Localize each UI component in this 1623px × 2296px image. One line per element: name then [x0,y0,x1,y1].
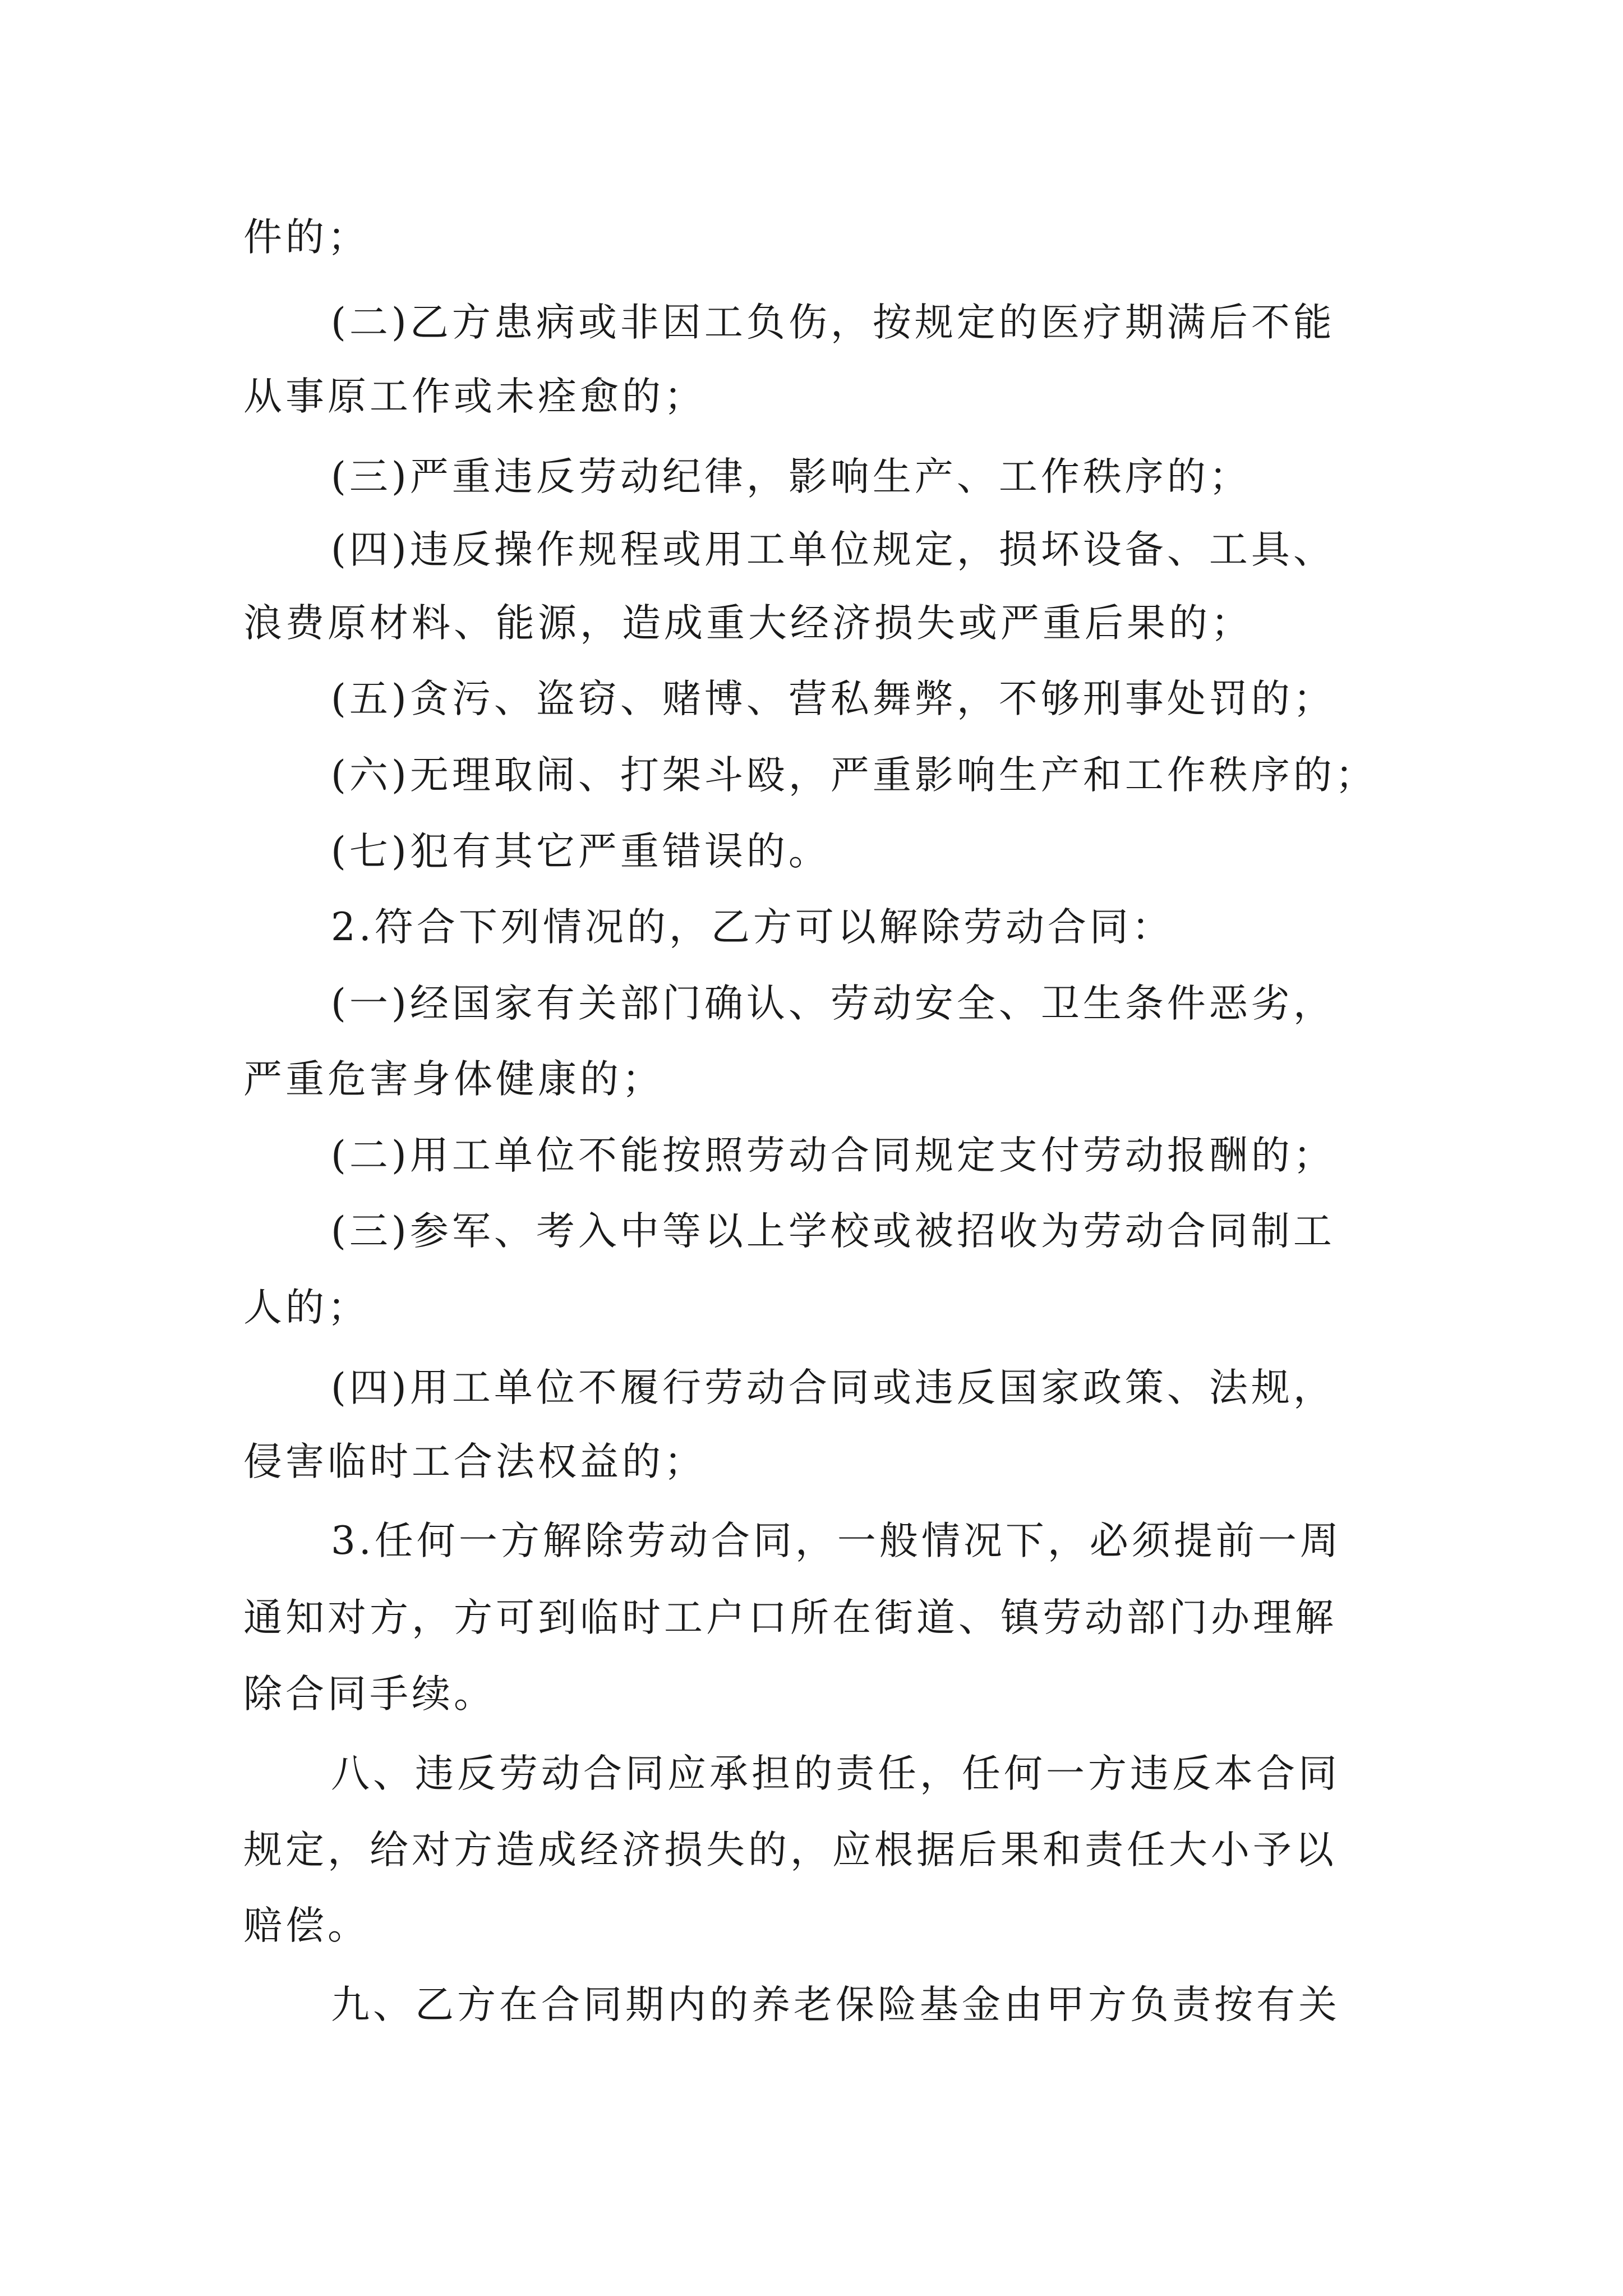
text-line: 严重危害身体健康的； [243,1057,664,1102]
text-line: 赔偿。 [243,1903,370,1948]
text-line: (三)严重违反劳动纪律，影响生产、工作秩序的； [331,454,1251,499]
text-line: (二)用工单位不能按照劳动合同规定支付劳动报酬的； [331,1133,1335,1178]
text-line: (六)无理取闹、打架斗殴，严重影响生产和工作秩序的； [331,753,1377,798]
text-line: (三)参军、考入中等以上学校或被招收为劳动合同制工 [331,1209,1335,1254]
text-line: 2.符合下列情况的，乙方可以解除劳动合同： [331,905,1174,950]
text-line: 通知对方，方可到临时工户口所在街道、镇劳动部门办理解 [243,1595,1337,1640]
text-line: 侵害临时工合法权益的； [243,1439,706,1484]
text-line: 九、乙方在合同期内的养老保险基金由甲方负责按有关 [331,1982,1340,2027]
text-line: (四)用工单位不履行劳动合同或违反国家政策、法规， [331,1365,1335,1410]
text-line: 规定，给对方造成经济损失的，应根据后果和责任大小予以 [243,1828,1337,1872]
text-line: (七)犯有其它严重错误的。 [331,829,831,874]
text-line: 3.任何一方解除劳动合同，一般情况下，必须提前一周 [331,1519,1342,1563]
text-line: (二)乙方患病或非因工负伤，按规定的医疗期满后不能 [331,300,1335,345]
text-line: 件的； [243,215,370,260]
text-line: 人的； [243,1285,370,1330]
text-line: (五)贪污、盗窃、赌博、营私舞弊，不够刑事处罚的； [331,677,1335,721]
text-line: 浪费原材料、能源，造成重大经济损失或严重后果的； [243,601,1253,646]
text-line: 除合同手续。 [243,1672,496,1717]
text-line: (一)经国家有关部门确认、劳动安全、卫生条件恶劣， [331,981,1335,1026]
text-line: 八、违反劳动合同应承担的责任，任何一方违反本合同 [331,1751,1340,1796]
text-line: (四)违反操作规程或用工单位规定，损坏设备、工具、 [331,527,1335,572]
text-line: 从事原工作或未痊愈的； [243,374,706,419]
